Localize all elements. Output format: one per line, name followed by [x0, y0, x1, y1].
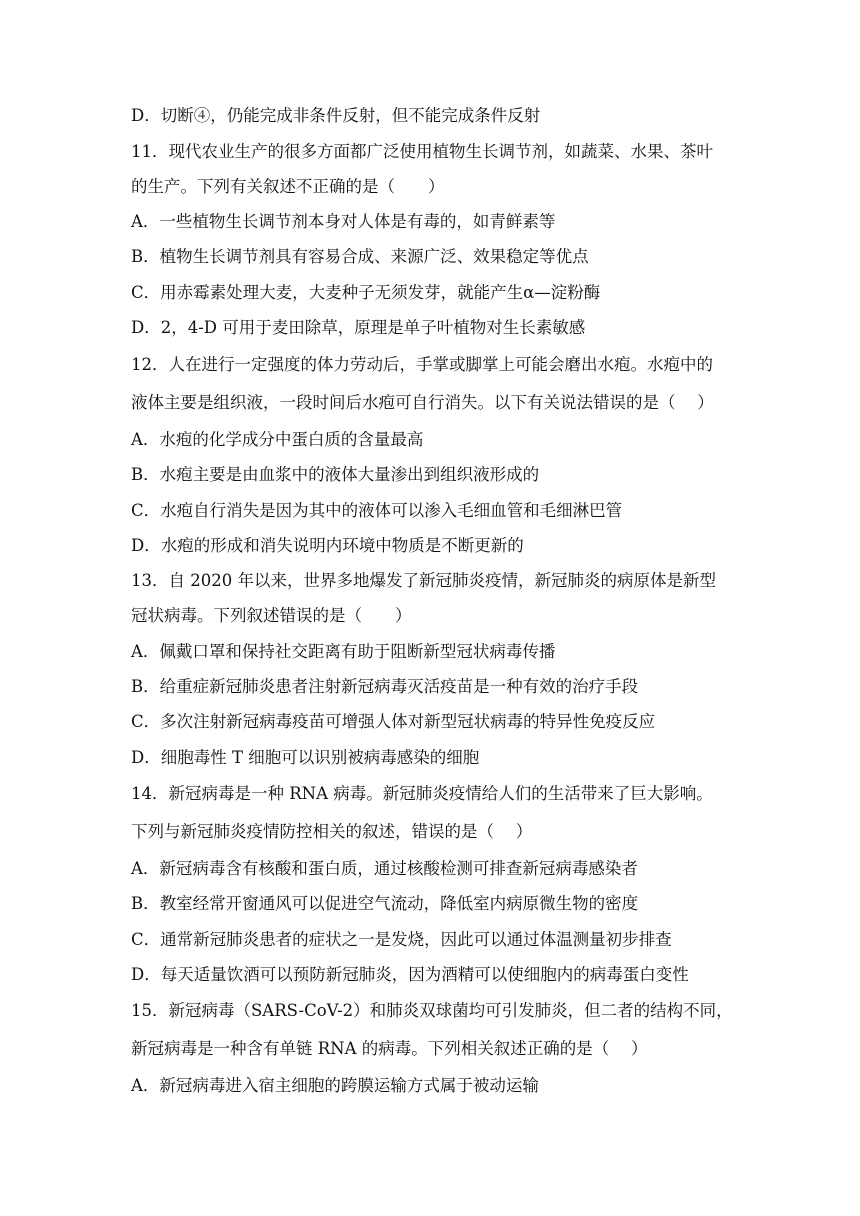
option-12b: B．水疱主要是由血浆中的液体大量渗出到组织液形成的 [131, 465, 540, 484]
option-13c: C．多次注射新冠病毒疫苗可增强人体对新型冠状病毒的特异性免疫反应 [131, 712, 656, 731]
question-13-stem-cont: 冠状病毒。下列叙述错误的是（ ） [131, 606, 412, 625]
option-14d: D．每天适量饮酒可以预防新冠肺炎，因为酒精可以使细胞内的病毒蛋白变性 [131, 965, 689, 984]
option-14b: B．教室经常开窗通风可以促进空气流动，降低室内病原微生物的密度 [131, 894, 639, 913]
question-12-stem-cont: 液体主要是组织液，一段时间后水疱可自行消失。以下有关说法错误的是（ ） [131, 393, 714, 412]
option-12a: A．水疱的化学成分中蛋白质的含量最高 [131, 430, 424, 449]
option-11c: C．用赤霉素处理大麦，大麦种子无须发芽，就能产生α—淀粉酶 [131, 283, 601, 302]
option-13a: A．佩戴口罩和保持社交距离有助于阻断新型冠状病毒传播 [131, 642, 556, 661]
question-13-stem: 13．自 2020 年以来，世界多地爆发了新冠肺炎疫情，新冠肺炎的病原体是新型 [131, 571, 716, 590]
option-10d: D．切断④，仍能完成非条件反射，但不能完成条件反射 [131, 106, 541, 125]
option-14c: C．通常新冠肺炎患者的症状之一是发烧，因此可以通过体温测量初步排查 [131, 930, 672, 949]
question-12-stem: 12．人在进行一定强度的体力劳动后，手掌或脚掌上可能会磨出水疱。水疱中的 [131, 355, 713, 374]
question-11-stem-cont: 的生产。下列有关叙述不正确的是（ ） [131, 177, 445, 196]
option-12d: D．水疱的形成和消失说明内环境中物质是不断更新的 [131, 536, 524, 555]
option-12c: C．水疱自行消失是因为其中的液体可以渗入毛细血管和毛细淋巴管 [131, 501, 623, 520]
option-14a: A．新冠病毒含有核酸和蛋白质，通过核酸检测可排查新冠病毒感染者 [131, 859, 638, 878]
option-13b: B．给重症新冠肺炎患者注射新冠病毒灭活疫苗是一种有效的治疗手段 [131, 677, 639, 696]
option-15a: A．新冠病毒进入宿主细胞的跨膜运输方式属于被动运输 [131, 1076, 539, 1095]
option-11d: D．2，4-D 可用于麦田除草，原理是单子叶植物对生长素敏感 [131, 318, 586, 337]
option-11b: B．植物生长调节剂具有容易合成、来源广泛、效果稳定等优点 [131, 247, 589, 266]
question-15-stem: 15．新冠病毒（SARS-CoV-2）和肺炎双球菌均可引发肺炎，但二者的结构不同， [131, 1001, 733, 1020]
question-15-stem-cont: 新冠病毒是一种含有单链 RNA 的病毒。下列相关叙述正确的是（ ） [131, 1039, 648, 1058]
option-13d: D．细胞毒性 T 细胞可以识别被病毒感染的细胞 [131, 748, 480, 767]
question-14-stem: 14．新冠病毒是一种 RNA 病毒。新冠肺炎疫情给人们的生活带来了巨大影响。 [131, 784, 713, 803]
question-11-stem: 11．现代农业生产的很多方面都广泛使用植物生长调节剂，如蔬菜、水果、茶叶 [131, 142, 713, 161]
question-14-stem-cont: 下列与新冠肺炎疫情防控相关的叙述，错误的是（ ） [131, 822, 533, 841]
option-11a: A．一些植物生长调节剂本身对人体是有毒的，如青鲜素等 [131, 212, 556, 231]
